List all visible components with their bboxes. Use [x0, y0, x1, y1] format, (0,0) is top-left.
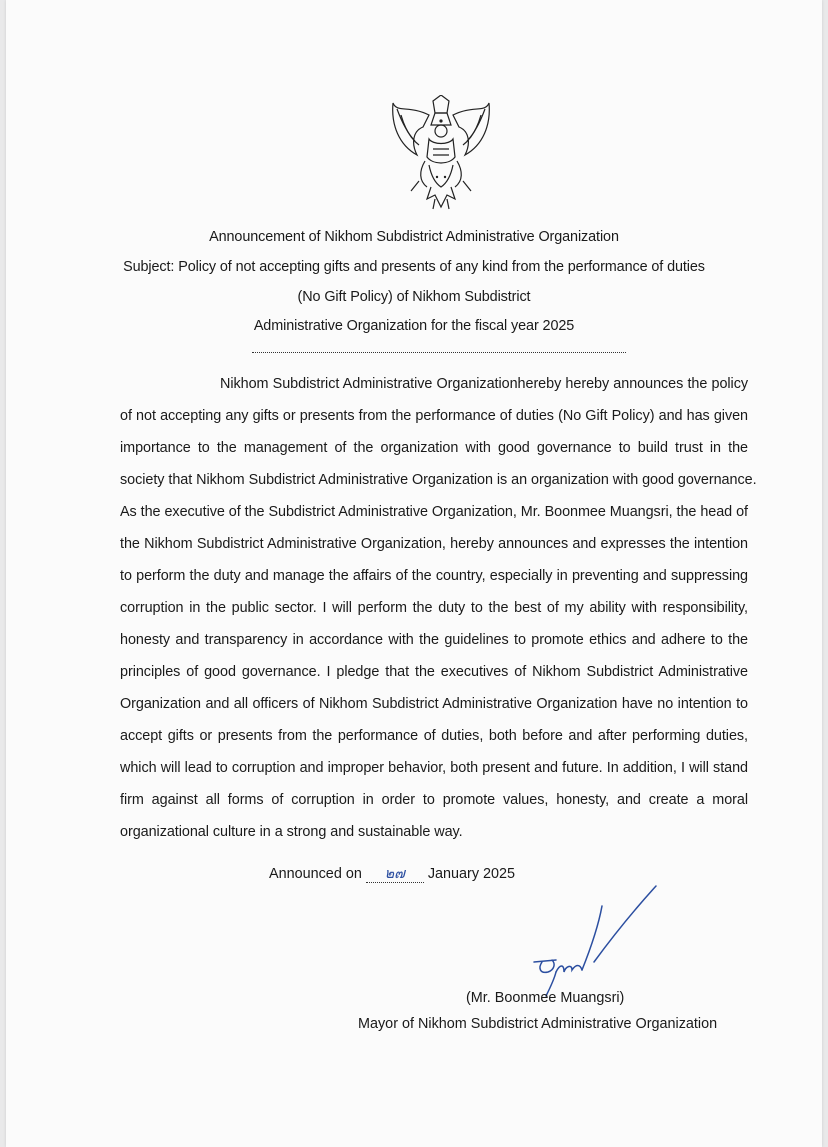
body-line: society that Nikhom Subdistrict Administrative Organization is an organization with good governance. [120, 472, 757, 488]
body-line: the Nikhom Subdistrict Administrative Organization, hereby announces and expresses the intention [120, 536, 748, 552]
body-line: corruption in the public sector. I will perform the duty to the best of my ability with responsibility, [120, 600, 748, 616]
announcement-title: Announcement of Nikhom Subdistrict Administrative Organization [209, 229, 619, 245]
month-year: January 2025 [427, 866, 516, 882]
garuda-emblem [389, 95, 493, 211]
signatory-title: Mayor of Nikhom Subdistrict Administrative Organization [358, 1016, 718, 1032]
body-line: importance to the management of the organization with good governance to build trust in the [120, 440, 748, 456]
announced-on-label: Announced on [269, 866, 362, 882]
handwritten-day: ๒๗ [366, 867, 424, 883]
announcement-date [269, 866, 515, 883]
body-line: organizational culture in a strong and sustainable way. [120, 824, 463, 840]
document-page [6, 0, 822, 1147]
body-line: accept gifts or presents from the performance of duties, both before and after performing duties, [120, 728, 748, 744]
signatory-name: (Mr. Boonmee Muangsri) [466, 990, 625, 1006]
body-line: honesty and transparency in accordance with the guidelines to promote ethics and adhere to the [120, 632, 748, 648]
body-line: Organization and all officers of Nikhom Subdistrict Administrative Organization have no intention to [120, 696, 748, 712]
subject-line-3: Administrative Organization for the fiscal year 2025 [253, 318, 575, 334]
body-line: of not accepting any gifts or presents from the performance of duties (No Gift Policy) and has given [120, 408, 748, 424]
body-line: which will lead to corruption and improper behavior, both present and future. In addition, I will stand [120, 760, 748, 776]
body-line: to perform the duty and manage the affairs of the country, especially in preventing and suppressing [120, 568, 748, 584]
body-line: principles of good governance. I pledge that the executives of Nikhom Subdistrict Administrative [120, 664, 748, 680]
body-line: firm against all forms of corruption in order to promote values, honesty, and create a moral [120, 792, 748, 808]
subject-line-1: Subject: Policy of not accepting gifts and presents of any kind from the performance of duties [123, 259, 705, 275]
separator-dotted-line [252, 352, 626, 353]
subject-line-2: (No Gift Policy) of Nikhom Subdistrict [297, 289, 531, 305]
body-line: Nikhom Subdistrict Administrative Organizationhereby hereby announces the policy [220, 376, 748, 392]
body-line: As the executive of the Subdistrict Administrative Organization, Mr. Boonmee Muangsri, the head of [120, 504, 748, 520]
